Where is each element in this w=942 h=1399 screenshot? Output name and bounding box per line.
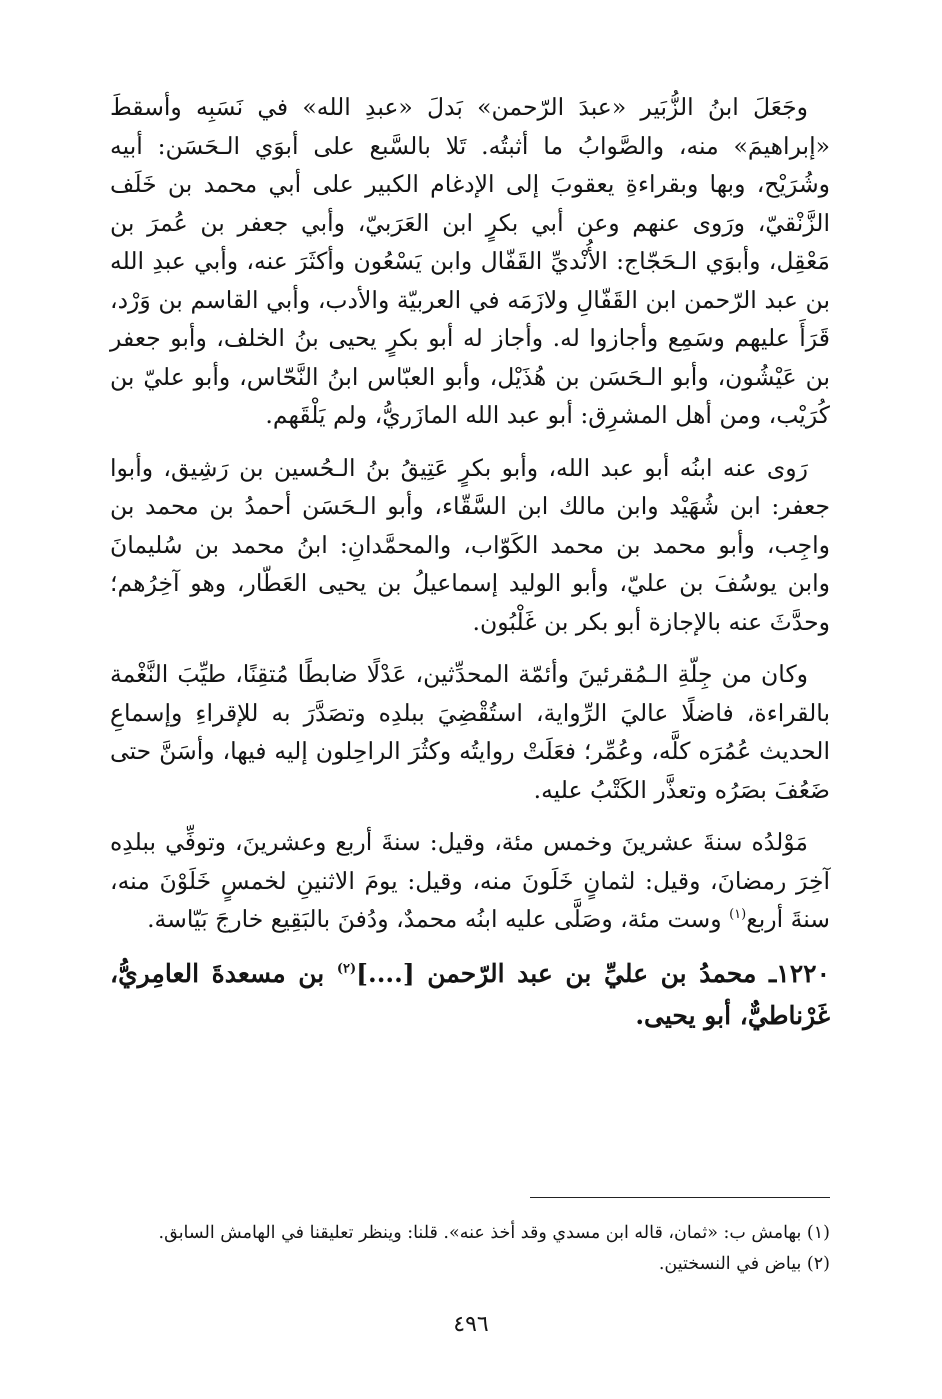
entry-heading: [110, 953, 830, 1037]
paragraph-narrators: رَوى عنه ابنُه أبو عبد الله، وأبو بكرٍ عَتِيقُ بنُ الـحُسين بن رَشِيق، وأبوا جعفر: ابن شُهَيْد وابن مالك ابن السَّقّاء، وأبو الـحَسَن أحمدُ بن محمد بن واجِب، وأبو محمد بن محمد الكَوّاب، والمحمَّدانِ: ابنُ محمد بن سُليمانَ وابن يوسُفَ بن عليّ، وأبو الوليد إسماعيلُ بن يحيى العَطّار، وهو آخِرُهم؛ وحدَّثَ عنه بالإجازة أبو بكر بن غَلْبُون.: [110, 453, 830, 636]
main-text: [110, 88, 830, 1037]
footnote-ref-2[interactable]: (٢): [336, 961, 357, 977]
footnote-1: (١) بهامش ب: «ثمان، قاله ابن مسدي وقد أخذ عنه». قلنا: وينظر تعليقنا في الهامش السابق.: [158, 1223, 830, 1243]
entry-heading-text-continued: بن مسعدةَ العامِريُّ، غَرْناطيٌّ، أبو يحيى.: [110, 958, 830, 1030]
birth-death-text: مَوْلدُه سنةَ عشرينَ وخمس مئة، وقيل: سنةَ أربع وعشرينَ، وتوفِّي ببلدِه آخِرَ رمضانَ، وقيل: لثمانٍ خَلَونَ منه، وقيل: يومَ الاثنينِ لخمسٍ خَلَوْنَ منه، سنةَ أربع: [110, 828, 830, 933]
footnote-divider: [530, 1197, 830, 1198]
footnotes: [110, 1218, 830, 1280]
footnote-2: (٢) بياض في النسختين.: [658, 1254, 830, 1274]
birth-death-text-continued: وست مئة، وصَلَّى عليه ابنُه محمدٌ، ودُفنَ بالبَقِيع خارجَ بَيّاسة.: [147, 905, 730, 933]
footnote-ref-1[interactable]: (١): [729, 907, 747, 923]
paragraph-birth-death: [110, 823, 830, 939]
paragraph-character: وكان من جِلّةِ الـمُقرئينَ وأئمّة المحدِّثين، عَدْلًا ضابطًا مُتقِنًا، طيِّبَ النَّغْمة بالقراءة، فاضلًا عاليَ الرِّواية، استُقْضِيَ ببلدِه وتصَدَّرَ به للإقراءِ وإسماعِ الحديث عُمُرَه كلَّه، وعُمِّر؛ فعَلَتْ روايتُه وكثُرَ الراحِلون إليه فيها، وأسَنَّ حتى ضَعُفَ بصَرُه وتعذَّر الكَتْبُ عليه.: [110, 660, 830, 804]
paragraph-biography: وجَعَلَ ابنُ الزُّبَير «عبدَ الرّحمن» بَدلَ «عبدِ الله» في نَسَبِه وأسقطَ «إبراهيمَ» منه، والصَّوابُ ما أثبتُه. تَلا بالسَّبع على أبوَي الـحَسَن: أبيه وشُرَيْح، وبها وبقراءةِ يعقوبَ إلى الإدغام الكبير على أبي محمد بن خَلَف الزَّنْقيّ، ورَوى عنهم وعن أبي بكرٍ ابن العَرَبيّ، وأبي جعفر بن عُمرَ بن مَعْقِل، وأبوَي الـحَجّاج: الأُنْديِّ القَفّال وابن يَسْعُون وأكثَرَ عنه، وأبي عبدِ الله بن عبد الرّحمن ابن القَفّالِ ولازَمَه في العربيّة والأدب، وأبي القاسم بن وَرْد، قَرَأَ عليهم وسَمِع وأجازوا له. وأجاز له أبو بكرٍ يحيى بنُ الخلف، وأبو جعفر بن عَيْشُون، وأبو الـحَسَن بن هُذَيْل، وأبو العبّاس ابنُ النَّحّاس، وأبو عليّ بن كُرَيْب، ومن أهل المشرِق: أبو عبد الله المازَريُّ، ولم يَلْقَهم.: [110, 93, 830, 429]
page-number: ٤٩٦: [453, 1312, 489, 1337]
entry-heading-text: ١٢٢٠ـ محمدُ بن عليِّ بن عبد الرّحمن [....]: [356, 958, 830, 988]
